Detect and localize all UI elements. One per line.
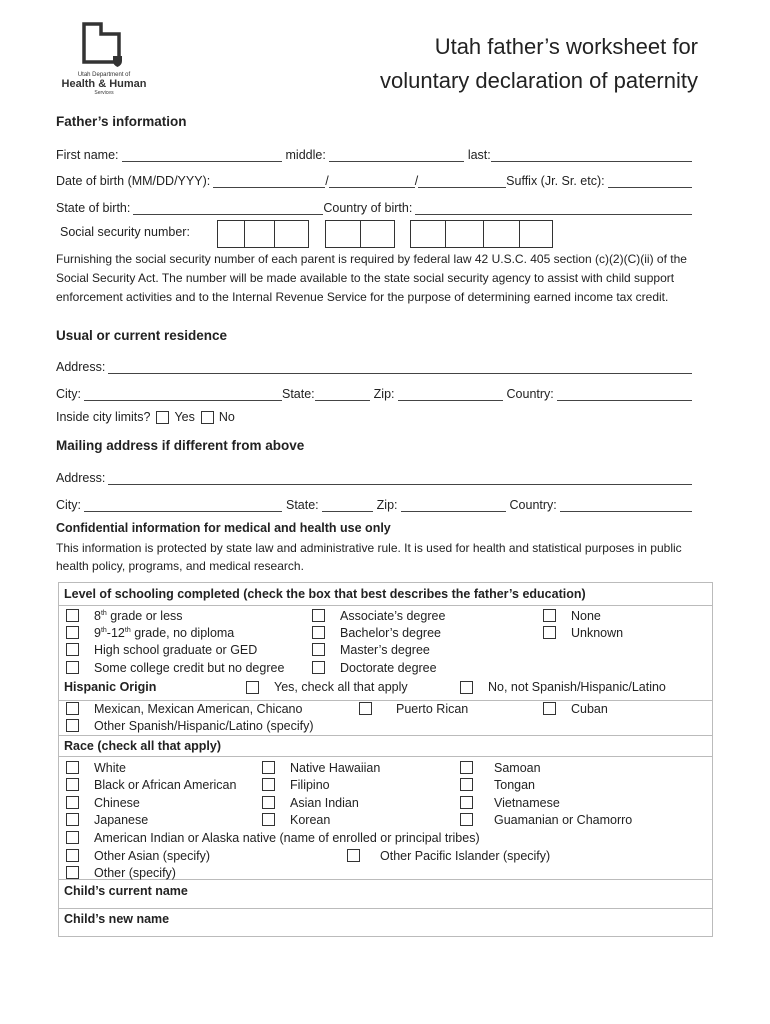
race-other-asian-checkbox[interactable] xyxy=(66,849,79,862)
race-heading: Race (check all that apply) xyxy=(64,738,222,753)
schooling-none-label: None xyxy=(571,608,601,623)
race-korean-option[interactable] xyxy=(262,811,330,828)
schooling-hs-option[interactable] xyxy=(66,641,257,658)
schooling-bachelor-option[interactable] xyxy=(312,624,441,641)
hispanic-mexican-checkbox[interactable] xyxy=(66,702,79,715)
suffix-field[interactable] xyxy=(608,176,692,188)
schooling-associate-checkbox[interactable] xyxy=(312,609,325,622)
schooling-master-checkbox[interactable] xyxy=(312,643,325,656)
schooling-heading: Level of schooling completed (check the box that best describes the father’s education) xyxy=(64,587,586,601)
suffix-label: Suffix (Jr. Sr. etc): xyxy=(506,174,605,188)
race-filipino-option[interactable] xyxy=(262,776,330,793)
race-guamanian-label: Guamanian or Chamorro xyxy=(494,812,633,827)
race-samoan-checkbox[interactable] xyxy=(460,761,473,774)
schooling-grade8-checkbox[interactable] xyxy=(66,609,79,622)
last-name-field[interactable] xyxy=(491,150,692,162)
schooling-master-option[interactable] xyxy=(312,641,430,658)
schooling-unknown-option[interactable] xyxy=(543,624,623,641)
residence-zip-field[interactable] xyxy=(398,389,503,401)
race-other-label: Other (specify) xyxy=(94,865,176,880)
schooling-some-college-checkbox[interactable] xyxy=(66,661,79,674)
hispanic-other-option[interactable] xyxy=(66,717,314,734)
birthplace-row xyxy=(56,197,692,215)
hispanic-mexican-label: Mexican, Mexican American, Chicano xyxy=(94,701,303,716)
schooling-grade8-option[interactable] xyxy=(66,607,183,624)
residence-zip-label: Zip: xyxy=(373,387,395,401)
residence-country-label: Country: xyxy=(506,387,554,401)
confidential-heading: Confidential information for medical and health use only xyxy=(56,521,391,535)
race-other-checkbox[interactable] xyxy=(66,866,79,879)
schooling-bachelor-checkbox[interactable] xyxy=(312,626,325,639)
race-korean-checkbox[interactable] xyxy=(262,813,275,826)
race-vietnamese-label: Vietnamese xyxy=(494,795,560,810)
mailing-zip-label: Zip: xyxy=(376,498,398,512)
race-native-hawaiian-option[interactable] xyxy=(262,759,380,776)
hispanic-cuban-label: Cuban xyxy=(571,701,608,716)
child-new-name-label: Child’s new name xyxy=(64,912,170,926)
race-chinese-checkbox[interactable] xyxy=(66,796,79,809)
logo-line-2: Health & Human xyxy=(61,78,147,90)
race-american-indian-option[interactable] xyxy=(66,829,480,846)
ssn-digit-box[interactable] xyxy=(326,221,361,247)
mailing-state-field[interactable] xyxy=(322,500,373,512)
hispanic-heading: Hispanic Origin xyxy=(64,680,157,694)
utah-state-icon xyxy=(56,20,152,72)
schooling-associate-option[interactable] xyxy=(312,607,445,624)
residence-address-field[interactable] xyxy=(108,362,692,374)
schooling-bachelor-label: Bachelor’s degree xyxy=(340,625,441,640)
hispanic-other-label: Other Spanish/Hispanic/Latino (specify) xyxy=(94,718,314,733)
ssn-group-2[interactable] xyxy=(325,220,395,248)
race-tongan-option[interactable] xyxy=(460,776,535,793)
residence-heading: Usual or current residence xyxy=(56,328,228,343)
race-tongan-checkbox[interactable] xyxy=(460,778,473,791)
ssn-digit-box[interactable] xyxy=(361,221,394,247)
mailing-heading: Mailing address if different from above xyxy=(56,438,305,453)
race-white-label: White xyxy=(94,760,126,775)
schooling-hs-label: High school graduate or GED xyxy=(94,642,258,657)
dob-day-field[interactable] xyxy=(329,176,415,188)
father-info-heading: Father’s information xyxy=(56,114,187,129)
race-guamanian-option[interactable] xyxy=(460,811,632,828)
race-asian-indian-option[interactable] xyxy=(262,794,359,811)
mailing-state-label: State: xyxy=(286,498,319,512)
demographics-table xyxy=(58,582,713,937)
mailing-city-label: City: xyxy=(56,498,81,512)
residence-state-field[interactable] xyxy=(315,389,370,401)
schooling-grade9-12-checkbox[interactable] xyxy=(66,626,79,639)
hispanic-no-option[interactable] xyxy=(460,677,666,697)
schooling-hs-checkbox[interactable] xyxy=(66,643,79,656)
inside-city-row xyxy=(56,410,235,424)
mailing-city-row xyxy=(56,494,692,512)
hispanic-puerto-rican-label: Puerto Rican xyxy=(396,701,469,716)
race-filipino-label: Filipino xyxy=(290,777,330,792)
race-black-label: Black or African American xyxy=(94,777,237,792)
race-samoan-option[interactable] xyxy=(460,759,541,776)
schooling-some-college-option[interactable] xyxy=(66,659,284,676)
last-name-label: last: xyxy=(467,148,491,162)
race-korean-label: Korean xyxy=(290,812,331,827)
name-row xyxy=(56,144,692,162)
hispanic-puerto-rican-checkbox[interactable] xyxy=(359,702,372,715)
logo-line-1: Utah Department of xyxy=(77,72,131,78)
ssn-digit-box[interactable] xyxy=(520,221,552,247)
mailing-country-field[interactable] xyxy=(560,500,692,512)
mailing-address-label: Address: xyxy=(56,471,106,485)
confidential-text: This information is protected by state law and administrative rule. It is used for health and statistical purposes in public health policy, programs, and medical research. xyxy=(56,541,682,573)
race-white-checkbox[interactable] xyxy=(66,761,79,774)
hispanic-no-checkbox[interactable] xyxy=(460,681,473,694)
child-current-name-label: Child’s current name xyxy=(64,884,188,898)
middle-name-label: middle: xyxy=(285,148,326,162)
schooling-unknown-checkbox[interactable] xyxy=(543,626,556,639)
hispanic-cuban-option[interactable] xyxy=(543,700,608,717)
race-japanese-option[interactable] xyxy=(66,811,148,828)
residence-address-row xyxy=(56,356,692,374)
state-of-birth-label: State of birth: xyxy=(56,201,131,215)
state-of-birth-field[interactable] xyxy=(133,203,323,215)
race-black-checkbox[interactable] xyxy=(66,778,79,791)
race-american-indian-checkbox[interactable] xyxy=(66,831,79,844)
inside-city-no-label: No xyxy=(218,410,235,424)
hispanic-cuban-checkbox[interactable] xyxy=(543,702,556,715)
residence-state-label: State: xyxy=(282,387,315,401)
hispanic-yes-label: Yes, check all that apply xyxy=(274,680,408,694)
hispanic-other-checkbox[interactable] xyxy=(66,719,79,732)
residence-city-label: City: xyxy=(56,387,81,401)
race-other-asian-option[interactable] xyxy=(66,847,210,864)
hispanic-yes-option[interactable] xyxy=(246,677,408,697)
ssn-digit-box[interactable] xyxy=(275,221,308,247)
schooling-doctorate-checkbox[interactable] xyxy=(312,661,325,674)
schooling-none-option[interactable] xyxy=(543,607,601,624)
race-american-indian-label: American Indian or Alaska native (name of enrolled or principal tribes) xyxy=(94,830,480,845)
race-native-hawaiian-checkbox[interactable] xyxy=(262,761,275,774)
race-other-pacific-checkbox[interactable] xyxy=(347,849,360,862)
middle-name-field[interactable] xyxy=(329,150,464,162)
inside-city-no-checkbox[interactable] xyxy=(201,411,214,424)
residence-city-row xyxy=(56,383,692,401)
title-line-1: Utah father’s worksheet for xyxy=(434,34,698,59)
dob-label: Date of birth (MM/DD/YYY): xyxy=(56,174,211,188)
ssn-disclosure-text: Furnishing the social security number of each parent is required by federal law 42 U.S.C. 405 section (c)(2)(C)(ii) of the Social Security Act. The number will be made available to the state social security agency to assist with child support enforcement activities and to the Internal Revenue Service for the purpose of determining earned income tax credit. xyxy=(56,252,687,304)
mailing-zip-field[interactable] xyxy=(401,500,506,512)
race-other-pacific-label: Other Pacific Islander (specify) xyxy=(380,848,551,863)
ssn-label: Social security number: xyxy=(60,225,190,239)
mailing-city-field[interactable] xyxy=(84,500,282,512)
race-japanese-label: Japanese xyxy=(94,812,149,827)
mailing-address-field[interactable] xyxy=(108,473,692,485)
dob-slash-1: / xyxy=(325,174,329,188)
race-guamanian-checkbox[interactable] xyxy=(460,813,473,826)
race-asian-indian-checkbox[interactable] xyxy=(262,796,275,809)
schooling-doctorate-label: Doctorate degree xyxy=(340,660,437,675)
mailing-country-label: Country: xyxy=(509,498,557,512)
first-name-field[interactable] xyxy=(122,150,282,162)
dob-slash-2: / xyxy=(414,174,419,188)
ssn-group-3[interactable] xyxy=(410,220,553,248)
hispanic-mexican-option[interactable] xyxy=(66,700,302,717)
hispanic-no-label: No, not Spanish/Hispanic/Latino xyxy=(488,680,666,694)
ssn-digit-box[interactable] xyxy=(484,221,520,247)
race-japanese-checkbox[interactable] xyxy=(66,813,79,826)
race-other-pacific-option[interactable] xyxy=(347,847,550,864)
residence-city-field[interactable] xyxy=(84,389,282,401)
race-vietnamese-checkbox[interactable] xyxy=(460,796,473,809)
race-vietnamese-option[interactable] xyxy=(460,794,560,811)
schooling-grade9-12-label: 9th-12th grade, no diploma xyxy=(94,625,235,640)
schooling-some-college-label: Some college credit but no degree xyxy=(94,660,285,675)
ssn-group-1[interactable] xyxy=(217,220,309,248)
race-chinese-label: Chinese xyxy=(94,795,140,810)
race-other-asian-label: Other Asian (specify) xyxy=(94,848,211,863)
race-asian-indian-label: Asian Indian xyxy=(290,795,359,810)
title-line-2: voluntary declaration of paternity xyxy=(380,68,698,93)
race-chinese-option[interactable] xyxy=(66,794,140,811)
mailing-address-row xyxy=(56,467,692,485)
residence-address-label: Address: xyxy=(56,360,106,374)
hispanic-puerto-rican-option[interactable] xyxy=(359,700,468,717)
race-black-option[interactable] xyxy=(66,776,236,793)
residence-country-field[interactable] xyxy=(557,389,692,401)
schooling-doctorate-option[interactable] xyxy=(312,659,437,676)
inside-city-yes-label: Yes xyxy=(174,410,195,424)
country-of-birth-label: Country of birth: xyxy=(323,201,413,215)
ssn-digit-box[interactable] xyxy=(218,221,245,247)
race-tongan-label: Tongan xyxy=(494,777,536,792)
dob-month-field[interactable] xyxy=(213,176,325,188)
race-samoan-label: Samoan xyxy=(494,760,541,775)
hispanic-yes-checkbox[interactable] xyxy=(246,681,259,694)
ssn-digit-box[interactable] xyxy=(411,221,446,247)
dob-row xyxy=(56,170,692,188)
race-native-hawaiian-label: Native Hawaiian xyxy=(290,760,381,775)
logo-line-3: Services xyxy=(94,90,114,96)
race-white-option[interactable] xyxy=(66,759,126,776)
first-name-label: First name: xyxy=(56,148,119,162)
ssn-digit-box[interactable] xyxy=(245,221,275,247)
ssn-digit-box[interactable] xyxy=(446,221,484,247)
schooling-unknown-label: Unknown xyxy=(571,625,624,640)
schooling-grade8-label: 8th grade or less xyxy=(94,608,183,623)
dhhs-logo xyxy=(56,20,152,102)
dob-year-field[interactable] xyxy=(418,176,506,188)
page-title xyxy=(380,30,698,98)
race-filipino-checkbox[interactable] xyxy=(262,778,275,791)
schooling-grade9-12-option[interactable] xyxy=(66,624,234,641)
schooling-none-checkbox[interactable] xyxy=(543,609,556,622)
country-of-birth-field[interactable] xyxy=(415,203,692,215)
schooling-associate-label: Associate’s degree xyxy=(340,608,446,623)
race-other-option[interactable] xyxy=(66,864,176,881)
schooling-master-label: Master’s degree xyxy=(340,642,430,657)
inside-city-yes-checkbox[interactable] xyxy=(156,411,169,424)
inside-city-label: Inside city limits? xyxy=(56,410,151,424)
